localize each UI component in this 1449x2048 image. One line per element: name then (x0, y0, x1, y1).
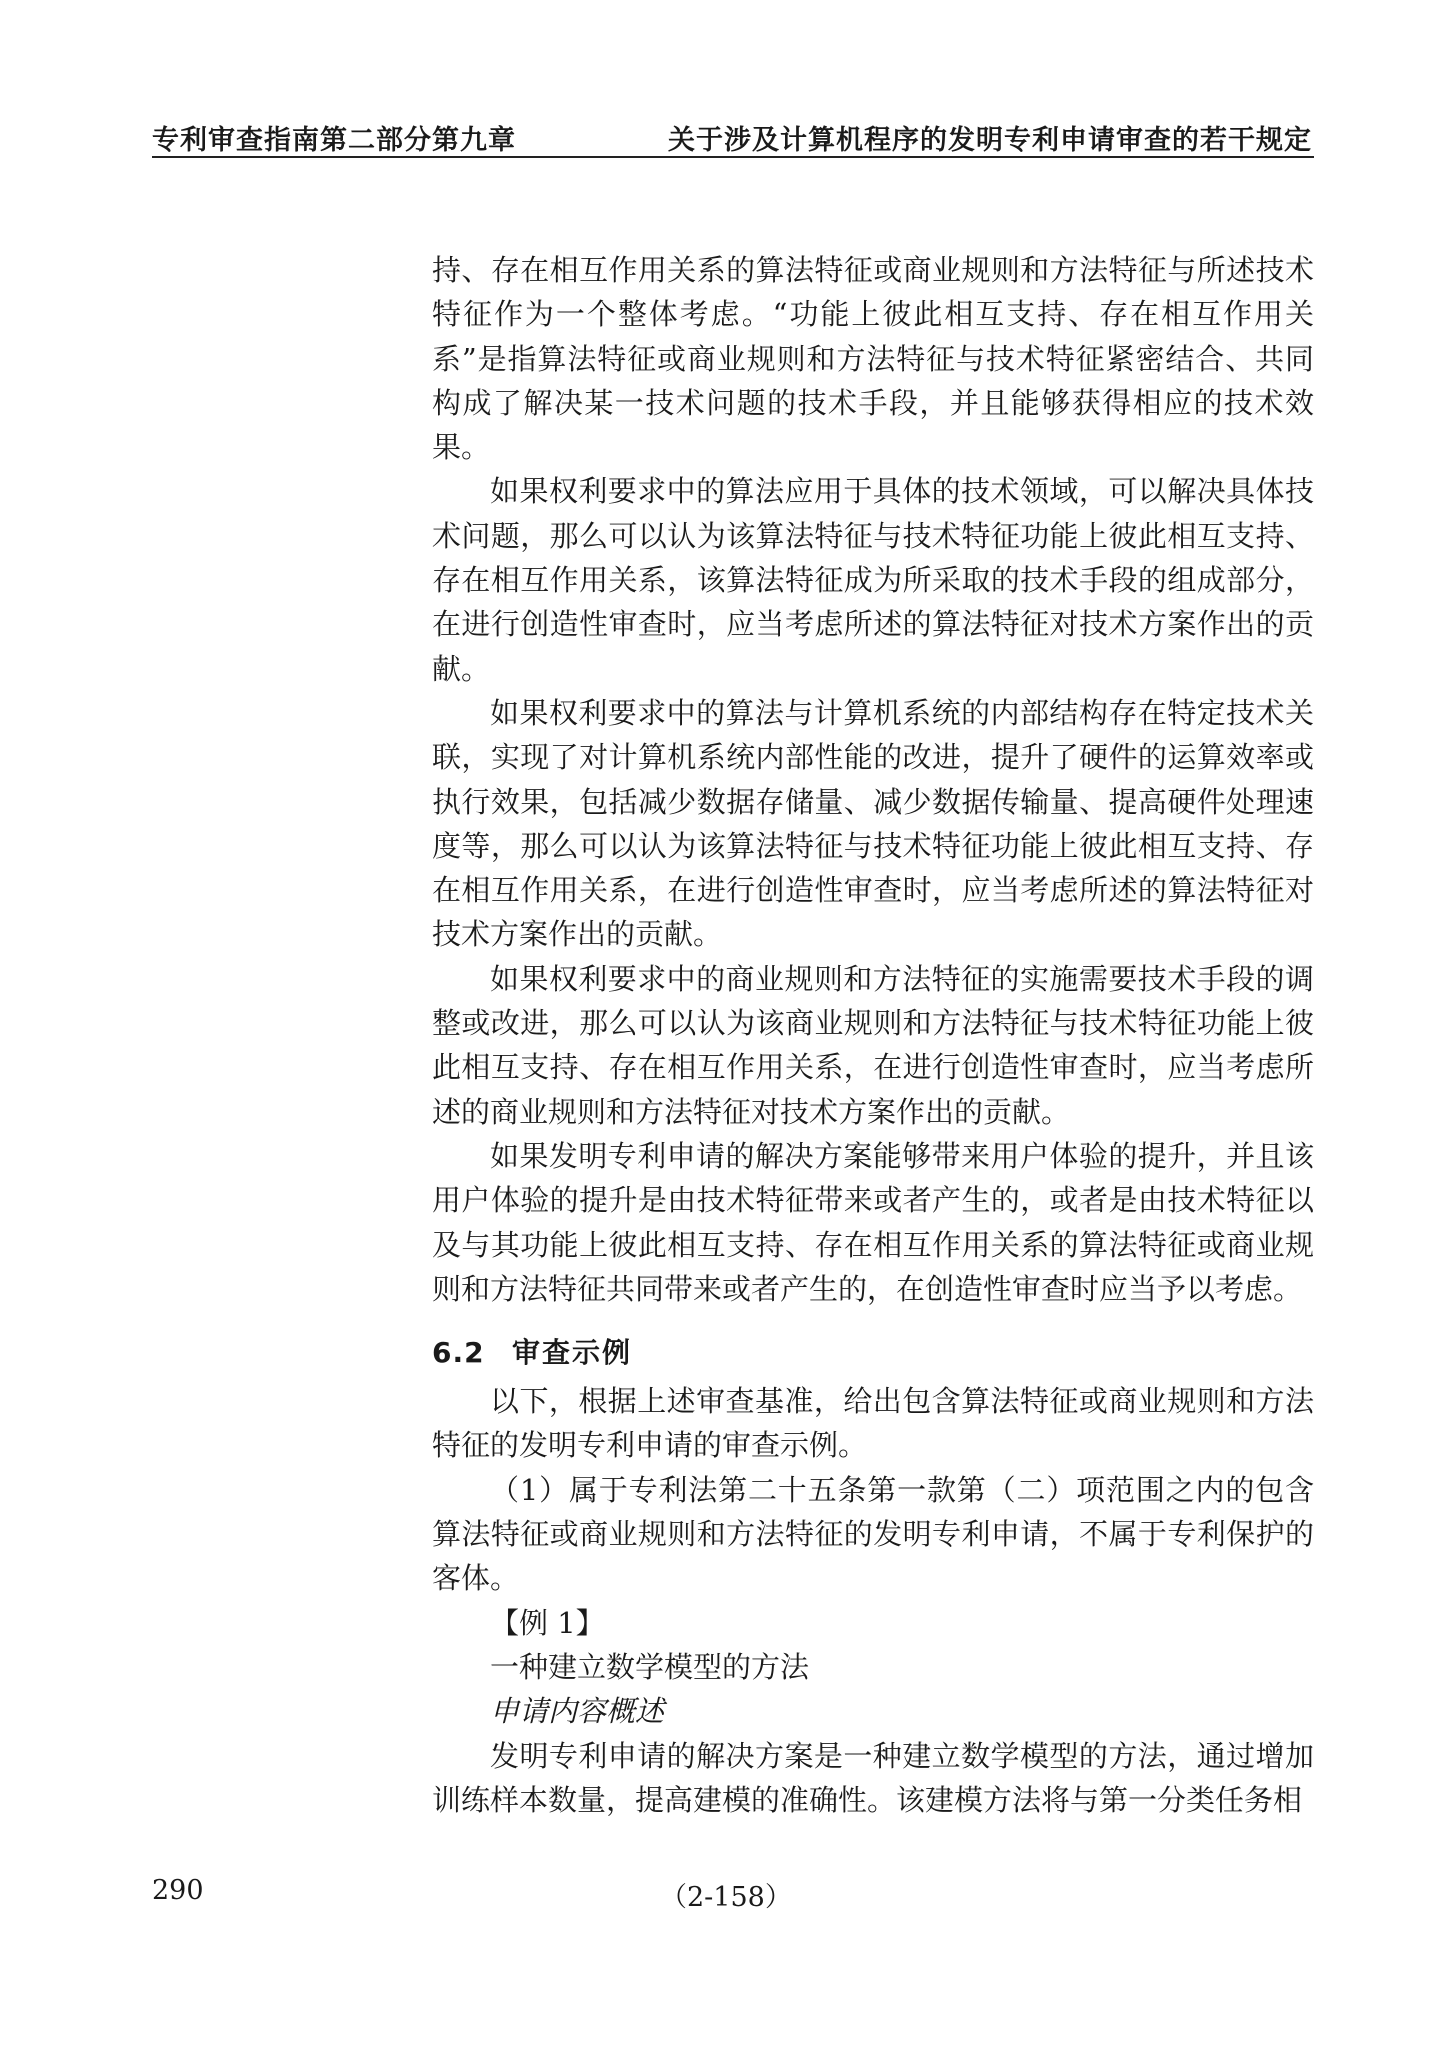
example-label: 【例 1】 (490, 1605, 605, 1640)
paragraph-business-rules: 如果权利要求中的商业规则和方法特征的实施需要技术手段的调整或改进，那么可以认为该商业规则和方法特征与技术特征功能上彼此相互支持、存在相互作用关系，在进行创造性审查时，应当考虑所述的商业规则和方法特征对技术方案作出的贡献。 (432, 961, 1314, 1129)
header-section-title: 关于涉及计算机程序的发明专利申请审查的若干规定 (668, 125, 1312, 156)
example-title: 一种建立数学模型的方法 (490, 1649, 810, 1684)
body-text (432, 248, 1314, 1822)
summary-heading: 申请内容概述 (490, 1694, 665, 1729)
paragraph-intro: 以下，根据上述审查基准，给出包含算法特征或商业规则和方法特征的发明专利申请的审查示例。 (432, 1384, 1314, 1463)
sub-page-number: （2-158） (660, 1882, 792, 1913)
section-title: 审查示例 (512, 1336, 633, 1370)
paragraph-continued: 持、存在相互作用关系的算法特征或商业规则和方法特征与所述技术特征作为一个整体考虑。“功能上彼此相互支持、存在相互作用关系”是指算法特征或商业规则和方法特征与技术特征紧密结合、共同构成了解决某一技术问题的技术手段，并且能够获得相应的技术效果。 (432, 253, 1314, 465)
paragraph-category-1: （1）属于专利法第二十五条第一款第（二）项范围之内的包含算法特征或商业规则和方法特征的发明专利申请，不属于专利保护的客体。 (432, 1472, 1314, 1596)
section-number: 6.2 (432, 1336, 485, 1370)
paragraph-user-experience: 如果发明专利申请的解决方案能够带来用户体验的提升，并且该用户体验的提升是由技术特征带来或者产生的，或者是由技术特征以及与其功能上彼此相互支持、存在相互作用关系的算法特征或商业规则和方法特征共同带来或者产生的，在创造性审查时应当予以考虑。 (432, 1138, 1314, 1306)
page-number: 290 (152, 1875, 204, 1906)
paragraph-summary: 发明专利申请的解决方案是一种建立数学模型的方法，通过增加训练样本数量，提高建模的准确性。该建模方法将与第一分类任务相 (432, 1738, 1314, 1817)
header-divider (152, 156, 1314, 158)
paragraph-computer-system: 如果权利要求中的算法与计算机系统的内部结构存在特定技术关联，实现了对计算机系统内部性能的改进，提升了硬件的运算效率或执行效果，包括减少数据存储量、减少数据传输量、提高硬件处理速度等，那么可以认为该算法特征与技术特征功能上彼此相互支持、存在相互作用关系，在进行创造性审查时，应当考虑所述的算法特征对技术方案作出的贡献。 (432, 695, 1314, 952)
paragraph-algorithm-application: 如果权利要求中的算法应用于具体的技术领域，可以解决具体技术问题，那么可以认为该算法特征与技术特征功能上彼此相互支持、存在相互作用关系，该算法特征成为所采取的技术手段的组成部分，在进行创造性审查时，应当考虑所述的算法特征对技术方案作出的贡献。 (432, 474, 1314, 686)
section-heading (432, 1333, 1314, 1373)
running-header (152, 118, 1312, 158)
header-chapter-title: 专利审查指南第二部分第九章 (152, 125, 516, 156)
